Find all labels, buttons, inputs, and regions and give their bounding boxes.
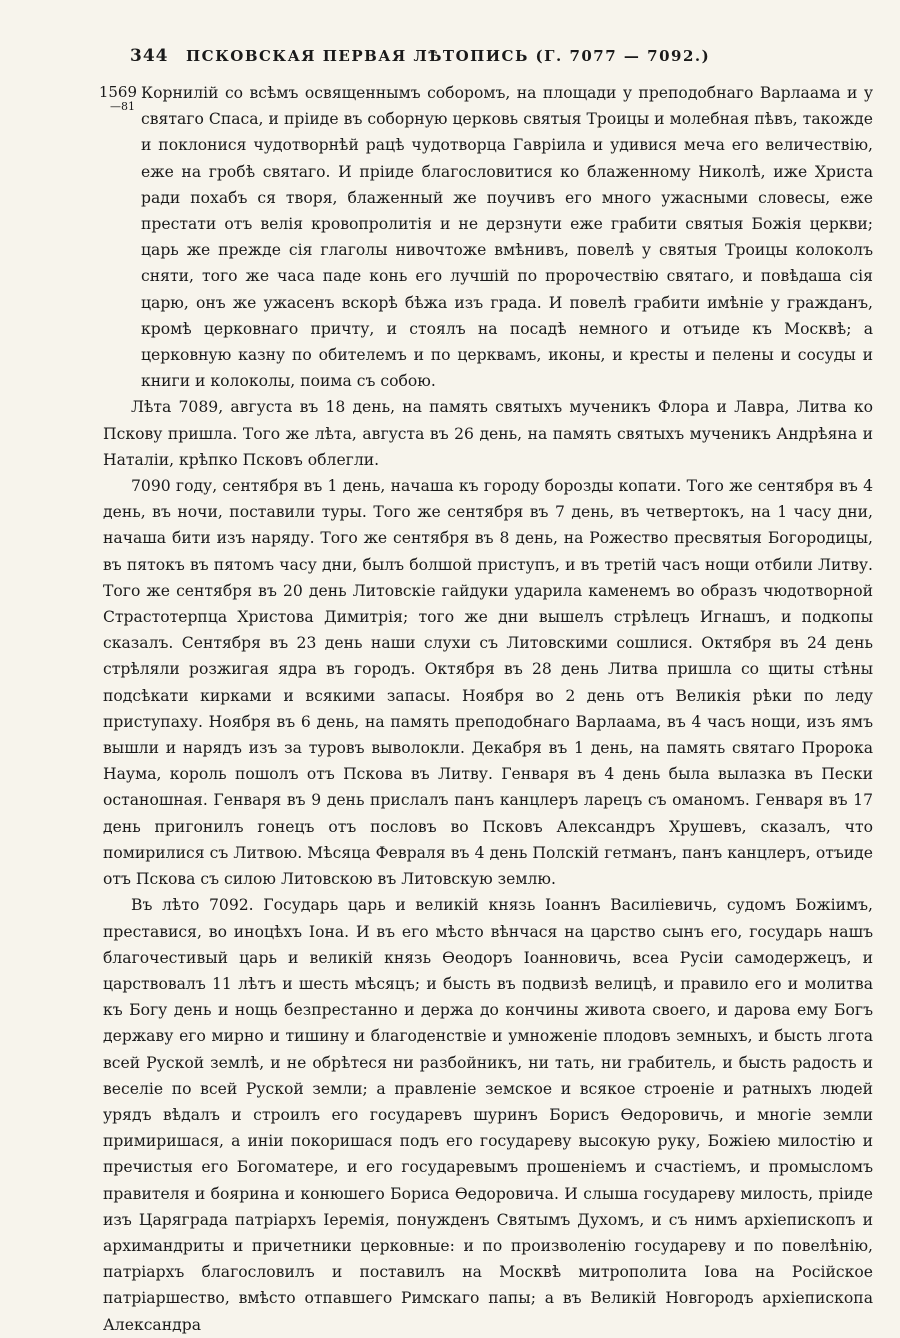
page-header bbox=[130, 46, 730, 72]
margin-year-range: —81 bbox=[110, 100, 135, 113]
paragraph-2: Лѣта 7089, августа въ 18 день, на память святыхъ мученикъ Флора и Лавра, Литва ко Пскову пришла. Того же лѣта, августа въ 26 день, на память святыхъ мученикъ Андрѣяна и Наталіи, крѣпко Псковъ облегли. bbox=[103, 398, 873, 469]
paragraph-4: Въ лѣто 7092. Государь царь и великій князь Іоаннъ Василіевичь, судомъ Божіимъ, преставися, во иноцѣхъ Іона. И въ его мѣсто вѣнчася на царство сынъ его, государь нашъ благочестивый царь и великій князь Ѳеодоръ Іоанновичь, всеа Русіи самодержецъ, и царствовалъ 11 лѣтъ и шесть мѣсяцъ; и бысть въ подвизѣ велицѣ, и правило его и молитва къ Богу день и нощь безпрестанно и держа до кончины живота своего, и дарова ему Богъ державу его мирно и тишину и благоденствіе и умноженіе плодовъ земныхъ, и бысть лгота всей Руской землѣ, и не обрѣтеся ни разбойникъ, ни тать, ни грабитель, и бысть радость и веселіе по всей Руской земли; а правленіе земское и всякое строеніе и ратныхъ людей урядъ вѣдалъ и строилъ его государевъ шуринъ Борисъ Ѳедоровичь, и многіе земли примиришася, а иніи покоришася подъ его государеву высокую руку, Божіею милостію и пречистыя его Богоматере, и его государевымъ прошеніемъ и счастіемъ, и промысломъ правителя и боярина и конюшего Бориса Ѳедоровича. И слыша государеву милость, пріиде изъ Царяграда патріархъ Іеремія, понужденъ Святымъ Духомъ, и съ нимъ архіепископъ и архимандриты и причетники церковные: и по произволенію государеву и по повелѣнію, патріархъ благословилъ и поставилъ на Москвѣ митрополита Іова на Російское патріаршество, вмѣсто отпавшего Римскаго папы; а въ Великій Новгородъ архіепископа Александра bbox=[103, 896, 873, 1334]
running-head: ПСКОВСКАЯ ПЕРВАЯ ЛѢТОПИСЬ (Г. 7077 — 7092.) bbox=[186, 47, 711, 65]
chronicle-text bbox=[103, 80, 873, 1338]
paragraph-3: 7090 году, сентября въ 1 день, начаша къ городу борозды копати. Того же сентября въ 4 день, въ ночи, поставили туры. Того же сентября въ 7 день, въ четвертокъ, на 1 часу дни, начаша бити изъ наряду. Того же сентября въ 8 день, на Рожество пресвятыя Богородицы, въ пятокъ въ пятомъ часу дни, былъ болшой приступъ, и въ третій часъ нощи отбили Литву. Того же сентября въ 20 день Литовскіе гайдуки ударила каменемъ во образъ чюдотворной Страстотерпца Христова Димитрія; того же дни вышелъ стрѣлецъ Игнашъ, и подкопы сказалъ. Сентября въ 23 день наши слухи съ Литовскими сошлися. Октября въ 24 день стрѣляли розжигая ядра въ городъ. Октября въ 28 день Литва пришла со щиты стѣны подсѣкати кирками и всякими запасы. Ноября во 2 день отъ Великія рѣки по леду приступаху. Ноября въ 6 день, на память преподобнаго Варлаама, въ 4 часъ нощи, изъ ямъ вышли и нарядъ изъ за туровъ выволокли. Декабря въ 1 день, на память святаго Пророка Наума, король пошолъ отъ Пскова въ Литву. Генваря въ 4 день была вылазка въ Пески останошная. Генваря въ 9 день прислалъ панъ канцлеръ ларецъ съ оманомъ. Генваря въ 17 день пригонилъ гонецъ отъ пословъ во Псковъ Александръ Хрушевъ, сказалъ, что помирилися съ Литвою. Мѣсяца Февраля въ 4 день Полскій гетманъ, панъ канцлеръ, отъиде отъ Пскова съ силою Литовскою въ Литовскую землю. bbox=[103, 477, 873, 889]
paragraph-1: Корнилій со всѣмъ освященнымъ соборомъ, на площади у преподобнаго Варлаама и у святаго Спаса, и пріиде въ соборную церковь святыя Троицы и молебная пѣвъ, такожде и поклонися чудотворнѣй рацѣ чудотворца Гавріила и удивися меча его величествію, еже на гробѣ святаго. И пріиде благословитися ко блаженному Николѣ, иже Христа ради похабъ ся творя, блаженный же поучивъ его много ужасными словесы, еже престати отъ велія кровопролитія и не дерзнути еже грабити святыя Божія церкви; царь же прежде сія глаголы нивочтоже вмѣнивъ, повелѣ у святыя Троицы колоколъ сняти, того же часа паде конь его лучшій по пророчествію святаго, и повѣдаша сія царю, онъ же ужасенъ вскорѣ бѣжа изъ града. И повелѣ грабити имѣніе у гражданъ, кромѣ церковнаго причту, и стоялъ на посадѣ немного и отъиде къ Москвѣ; а церковную казну по обителемъ и по церквамъ, иконы, и кресты и пелены и сосуды и книги и колоколы, поима съ собою. bbox=[141, 84, 873, 391]
page-number: 344 bbox=[130, 46, 169, 66]
margin-year: 1569 bbox=[98, 83, 137, 101]
